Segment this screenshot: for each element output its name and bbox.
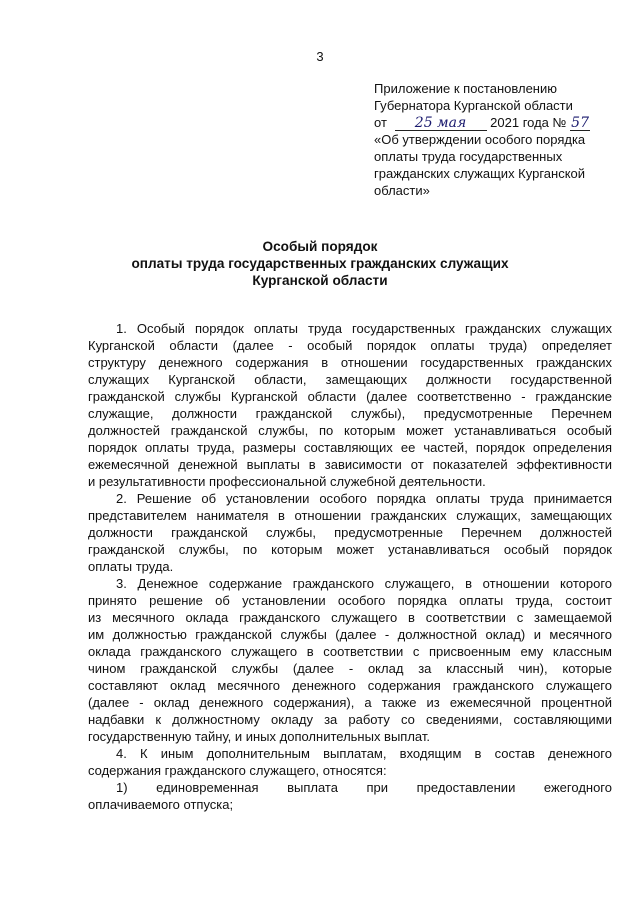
paragraph-line: оплачиваемого отпуска; — [88, 797, 234, 812]
paragraph-5 — [88, 779, 612, 813]
paragraph-line: (далее - оклад денежного содержания), а также из ежемесячной процентной — [88, 695, 612, 710]
page-number: 3 — [316, 49, 324, 64]
appendix-date-line — [374, 114, 614, 131]
paragraph-line: должностей гражданской службы, по которым может устанавливаться особый — [88, 423, 612, 438]
title-line-1: Особый порядок — [262, 239, 378, 254]
document-body — [88, 320, 612, 813]
handwritten-date: 25 мая — [414, 115, 467, 131]
appendix-line-4: «Об утверждении особого порядка — [374, 132, 586, 147]
year-text: 2021 года № — [490, 115, 567, 130]
paragraph-line: содержания гражданского служащего, относятся: — [88, 763, 387, 778]
paragraph-line: и результативности профессиональной служебной деятельности. — [88, 474, 486, 489]
number-blank — [570, 116, 590, 131]
paragraph-line: 1) единовременная выплата при предоставлении ежегодного — [116, 780, 612, 795]
paragraph-line: Курганской области (далее - особый порядок оплаты труда) определяет — [88, 338, 612, 353]
paragraph-line: принято решение об установлении особого порядка оплаты труда, состоит — [88, 593, 612, 608]
document-title — [0, 238, 640, 289]
paragraph-line: представителем нанимателя в отношении гражданских служащих, замещающих — [88, 508, 612, 523]
appendix-block — [374, 80, 614, 199]
paragraph-2 — [88, 490, 612, 575]
paragraph-line: структуру денежного содержания в отношении государственных гражданских — [88, 355, 612, 370]
paragraph-line: государственную тайну, и иных дополнительных выплат. — [88, 729, 431, 744]
paragraph-line: им должностью гражданской службы (далее - должностной оклад) и месячного — [88, 627, 612, 642]
paragraph-line: 4. К иным дополнительным выплатам, входящим в состав денежного — [116, 746, 612, 761]
paragraph-line: гражданской службы, по которым может устанавливаться особый порядок — [88, 542, 612, 557]
paragraph-3 — [88, 575, 612, 745]
appendix-line-2: Губернатора Курганской области — [374, 98, 573, 113]
paragraph-line: надбавки к должностному окладу за работу со сведениями, составляющими — [88, 712, 612, 727]
paragraph-4 — [88, 745, 612, 779]
paragraph-line: служащие, должности гражданской службы), предусмотренные Перечнем — [88, 406, 612, 421]
paragraph-1 — [88, 320, 612, 490]
paragraph-line: ежемесячной денежной выплаты в зависимости от показателей эффективности — [88, 457, 612, 472]
appendix-line-6: гражданских служащих Курганской — [374, 166, 586, 181]
paragraph-line: порядок оплаты труда, размеры составляющих ее частей, порядок определения — [88, 440, 612, 455]
paragraph-line: оплаты труда. — [88, 559, 174, 574]
appendix-line-7: области» — [374, 183, 430, 198]
paragraph-line: оклада гражданского служащего в соответствии с присвоенным ему классным — [88, 644, 612, 659]
paragraph-line: из месячного оклада гражданского служащего в соответствии с замещаемой — [88, 610, 612, 625]
paragraph-line: гражданской службы Курганской области (далее соответственно - гражданские — [88, 389, 612, 404]
paragraph-line: составляют оклад месячного денежного содержания гражданского служащего — [88, 678, 612, 693]
paragraph-line: должности гражданской службы, предусмотренные Перечнем должностей — [88, 525, 612, 540]
handwritten-number: 57 — [571, 115, 589, 131]
appendix-line-1: Приложение к постановлению — [374, 81, 557, 96]
title-line-3: Курганской области — [252, 273, 388, 288]
paragraph-line: 1. Особый порядок оплаты труда государственных гражданских служащих — [116, 321, 612, 336]
date-prefix: от — [374, 115, 387, 130]
paragraph-line: служащих Курганской области, замещающих должности государственной — [88, 372, 612, 387]
appendix-line-5: оплаты труда государственных — [374, 149, 563, 164]
paragraph-line: 2. Решение об установлении особого порядка оплаты труда принимается — [116, 491, 612, 506]
paragraph-line: чином гражданской службы (далее - оклад за классный чин), которые — [88, 661, 612, 676]
date-blank — [395, 116, 487, 131]
title-line-2: оплаты труда государственных гражданских служащих — [131, 256, 509, 271]
paragraph-line: 3. Денежное содержание гражданского служащего, в отношении которого — [116, 576, 612, 591]
